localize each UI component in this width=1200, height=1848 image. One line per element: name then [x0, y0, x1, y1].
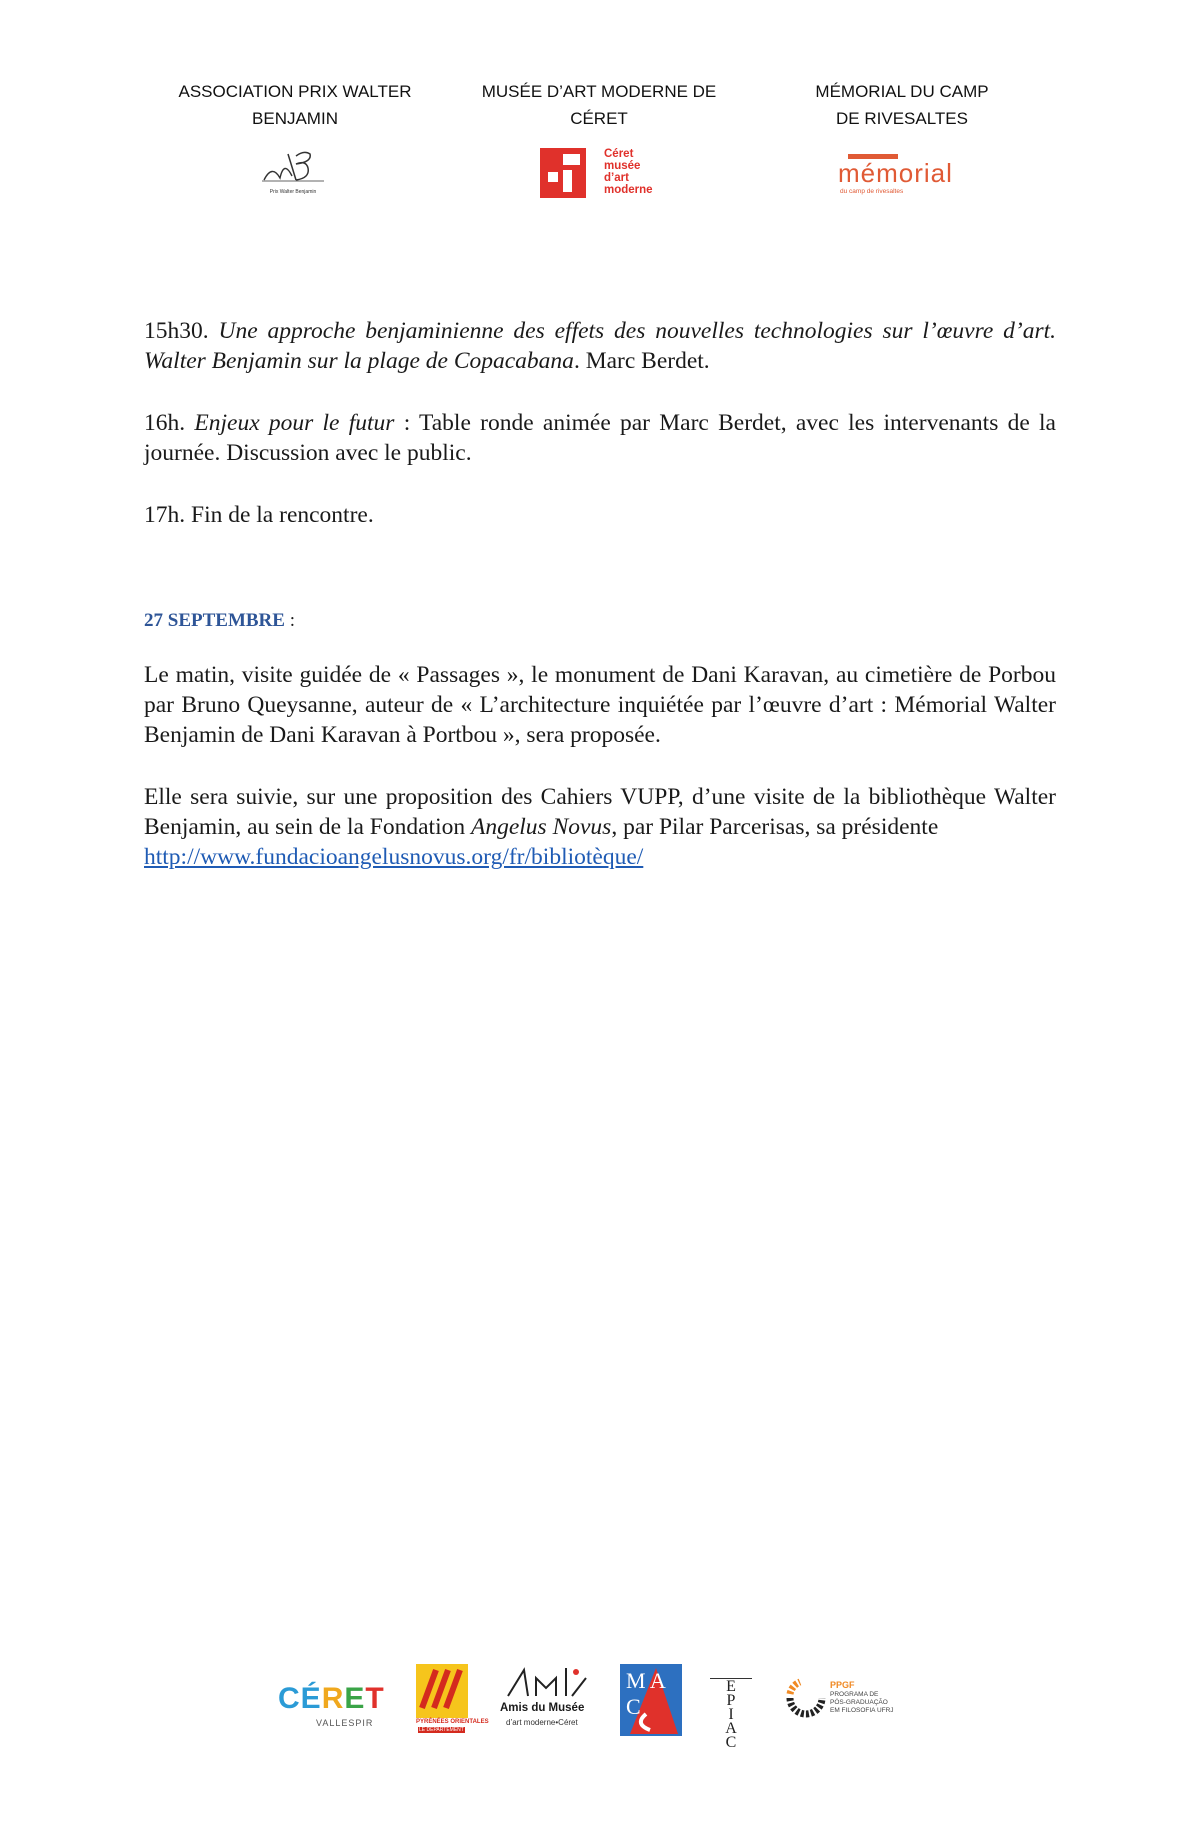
pyrenees-orientales-logo: PYRÉNÉES ORIENTALES LE DÉPARTEMENT: [416, 1664, 470, 1736]
library-paragraph: Elle sera suivie, sur une proposition des Cahiers VUPP, d’une visite de la bibliothèque Walter Benjamin, au sein de la Fondation Angelus Novus, par Pilar Parcerisas, sa présidente http://www.fundacioangelusnovus.org/fr/bibliotèque/: [144, 784, 1056, 870]
prix-walter-benjamin-logo: Prix Walter Benjamin: [258, 150, 328, 194]
header-memorial: MÉMORIAL DU CAMP DE RIVESALTES: [815, 82, 989, 128]
ceret-logo-text: Céret musée d’art moderne: [604, 148, 653, 196]
date-heading: 27 SEPTEMBRE :: [144, 610, 295, 631]
program-item-1530: 15h30. Une approche benjaminienne des effets des nouvelles technologies sur l’œuvre d’art. Walter Benjamin sur la plage de Copacabana. Marc Berdet.: [144, 318, 1056, 374]
program-item-16h: 16h. Enjeux pour le futur : Table ronde animée par Marc Berdet, avec les intervenants de la journée. Discussion avec le public.: [144, 410, 1056, 466]
epiac-top-lines: [710, 1664, 752, 1679]
epiac-logo: E P I A C: [706, 1664, 756, 1736]
visit-paragraph: Le matin, visite guidée de « Passages », le monument de Dani Karavan, au cimetière de Porbou par Bruno Queysanne, auteur de « L’architecture inquiétée par l’œuvre d’art : Mémorial Walter Benjamin de Dani Karavan à Portbou », sera proposée.: [144, 662, 1056, 748]
memorial-logo: mémorial du camp de rivesaltes: [838, 154, 974, 200]
program-item-17h: 17h. Fin de la rencontre.: [144, 502, 374, 528]
fondation-link[interactable]: http://www.fundacioangelusnovus.org/fr/bibliotèque/: [144, 844, 644, 870]
ceret-musee-logo: [540, 148, 670, 200]
amis-du-musee-logo: Amis du Musée d’art moderne•Céret: [500, 1664, 596, 1736]
mac-logo: M A C: [620, 1664, 682, 1736]
header-musee: MUSÉE D’ART MODERNE DE CÉRET: [481, 82, 717, 128]
ppgf-logo: PPGF PROGRAMA DE PÓS-GRADUAÇÃO EM FILOSOFIA UFRJ: [786, 1664, 906, 1736]
ceret-wordmark: CÉRET: [278, 1682, 385, 1715]
header-association: ASSOCIATION PRIX WALTER BENJAMIN: [178, 82, 412, 128]
ceret-vallespir-logo: CÉRET VALLESPIR: [278, 1682, 385, 1728]
ppgf-text: PROGRAMA DE PÓS-GRADUAÇÃO EM FILOSOFIA UFRJ: [830, 1691, 894, 1714]
